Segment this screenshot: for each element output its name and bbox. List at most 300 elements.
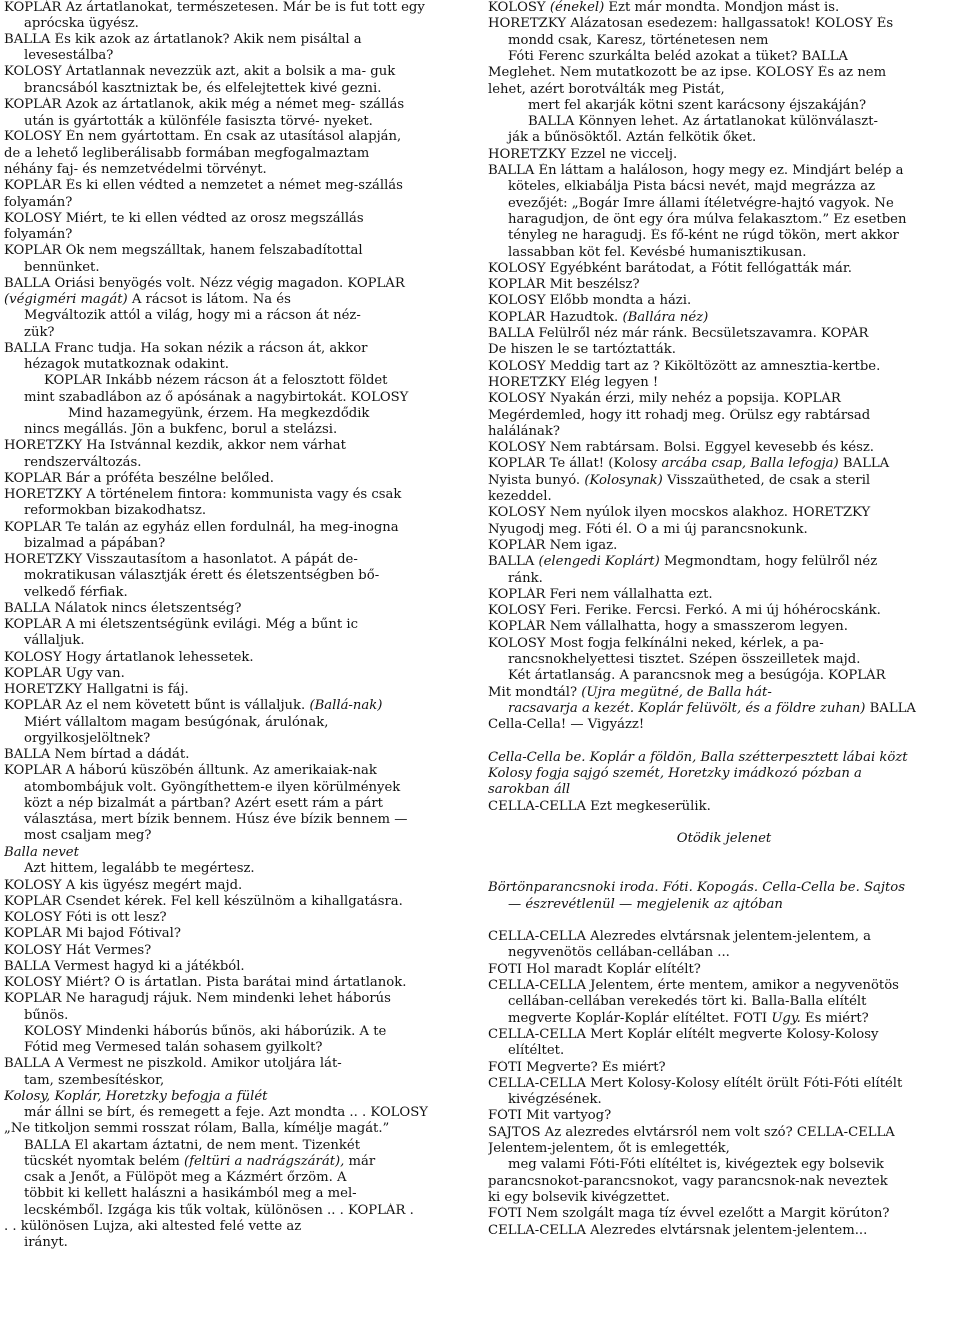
line-text: atombombájuk volt. Gyöngíthettem-e ilyen körülmények: [24, 780, 401, 795]
line-text: mokratikusan választják érett és életszentségben bő-: [24, 568, 380, 583]
text-line: [4, 585, 474, 601]
line-text: köteles, elkiabálja Pista bácsi nevét, majd megrázza az: [508, 179, 876, 195]
line-text: KOLOSY Egyébként barátodat, a Fótit fellógatták már.: [488, 260, 852, 276]
line-text: KOLOSY Én nem gyártottam. Én csak az utasításol alapján,: [4, 129, 402, 144]
text-line: [4, 114, 474, 130]
text-line: [488, 196, 958, 212]
line-text: KOLOSY Miért, te ki ellen védted az orosz megszállás: [4, 211, 364, 226]
text-line: [4, 390, 474, 406]
line-text: mint szabadlábon az ő apósának a nagybirtokát. KOLOSY: [24, 390, 409, 405]
text-line: [488, 49, 958, 65]
text-line: [4, 910, 474, 926]
line-text: KOLOSY Nem nyúlok ilyen mocskos alakhoz. HORETZKY: [488, 505, 871, 521]
line-text: Cella-Cella! — Vigyázz!: [488, 717, 645, 733]
line-text: KOPLÁR Ők nem megszálltak, hanem felszabadítottal: [4, 243, 363, 258]
text-line: [4, 747, 474, 763]
text-line: [4, 812, 474, 828]
text-line: [4, 0, 474, 16]
line-text: Miért vállaltom magam besúgónak, árulónak,: [24, 715, 329, 730]
text-line: [488, 1011, 958, 1027]
text-line: [488, 897, 958, 913]
line-text: Börtönparancsnoki iroda. Fóti. Kopogás. Cella-Cella be. Sajtos: [488, 880, 905, 896]
line-text: KOPLÁR A mi életszentségünk evilági. Még a bűnt ic: [4, 617, 358, 632]
line-text: KOPLÁR És ki ellen védted a nemzetet a német meg-szállás: [4, 178, 403, 193]
text-line: [4, 1154, 474, 1170]
line-text: HORETZKY Ezzel ne viccelj.: [488, 146, 678, 162]
line-text: BALLA El akartam áztatni, de nem ment. Tizenkét: [24, 1138, 360, 1153]
line-text: KOPLÁR Bár a próféta beszélne belőled.: [4, 471, 274, 486]
line-text: Fótid meg Vermesed talán sohasem gyilkolt?: [24, 1040, 323, 1055]
text-line: [4, 943, 474, 959]
text-line: [4, 975, 474, 991]
text-line: [4, 828, 474, 844]
line-text: tényleg ne haragudj. És fő-ként ne rúgd tökön, mert akkor: [508, 228, 899, 244]
text-line: [4, 243, 474, 259]
text-line: [4, 162, 474, 178]
text-line: [488, 782, 958, 798]
text-line: [4, 341, 474, 357]
text-line: [488, 603, 958, 619]
text-line: [488, 114, 958, 130]
text-line: [4, 1170, 474, 1186]
text-line: [488, 0, 958, 16]
line-text: után is gyártották a különféle fasiszta törvé- nyeket.: [24, 114, 373, 129]
line-text: FÓTI Nem szolgált maga tíz évvel ezelőtt a Margit körúton?: [488, 1206, 890, 1222]
line-text: Azt hittem, legalább te megértesz.: [24, 861, 255, 876]
line-text: orgyilkosjelöltnek?: [24, 731, 151, 746]
text-line: [488, 440, 958, 456]
text-line: [488, 636, 958, 652]
line-text: BALLA Nem bírtad a dádát.: [4, 747, 190, 762]
line-text: folyamán?: [4, 227, 73, 242]
text-line: [488, 619, 958, 635]
stage-direction: (énekel): [549, 0, 605, 15]
line-text: De hiszen le se tartóztatták.: [488, 342, 676, 358]
text-line: [488, 359, 958, 375]
text-line: [488, 82, 958, 98]
line-text: Két ártatlanság. A parancsnok meg a besúgója. KOPLÁR: [508, 668, 886, 684]
line-text: KOPLÁR Azok az ártatlanok, akik még a német meg- szállás: [4, 97, 405, 112]
line-text: lassabban köt fel. Kevésbé humanisztikusan.: [508, 244, 807, 260]
line-text: KOPLÁR Nem vállalhatta, hogy a smasszerom legyen.: [488, 619, 848, 635]
text-line: [4, 763, 474, 779]
text-line: [4, 503, 474, 519]
line-text: BALLA Franc tudja. Ha sokan nézik a rácson át, akkor: [4, 341, 368, 356]
line-text: — észrevétlenül — megjelenik az ajtóban: [508, 896, 783, 912]
text-line: [488, 98, 958, 114]
line-text: Balla nevet: [4, 845, 79, 860]
line-text: Kolosy, Koplár, Horetzky befogja a fülét: [4, 1089, 268, 1104]
line-text: KOPLÁR Ne haragudj rájuk. Nem mindenki lehet háborús: [4, 991, 391, 1006]
line-text: KOLOSY Fóti is ott lesz?: [4, 910, 167, 925]
line-text: KOLOSY Mindenki háborús bűnös, aki háborúzik. A te: [24, 1024, 387, 1039]
text-line: [488, 750, 958, 766]
text-line: [488, 1157, 958, 1173]
text-line: [488, 408, 958, 424]
text-line: [488, 994, 958, 1010]
line-text: parancsnokot-parancsnokot, vagy parancsnok-nak neveztek: [488, 1173, 888, 1189]
line-text: racsavarja a kezét. Koplár felüvölt, és a földre zuhan): [508, 700, 866, 716]
text-line: [4, 146, 474, 162]
text-line: [488, 1174, 958, 1190]
line-text: cellában-cellában verekedés tört ki. Balla-Balla elítélt: [508, 994, 867, 1010]
text-line: [488, 1060, 958, 1076]
line-text: KOPLÁR Te állat! (Kolosy: [488, 456, 658, 472]
text-line: [4, 129, 474, 145]
line-text: BALLA: [488, 554, 535, 570]
text-line: [4, 422, 474, 438]
text-line: [4, 698, 474, 714]
line-tail: És miért?: [800, 1010, 869, 1026]
text-line: [488, 375, 958, 391]
line-text: brancsából kasztniztak be, és elfelejtettek kivé gezni.: [24, 81, 382, 96]
text-line: [488, 1027, 958, 1043]
text-line: [4, 308, 474, 324]
line-text: vállaljuk.: [24, 633, 85, 648]
line-text: KOLOSY Most fogja felkínálni neked, kérlek, a pa-: [488, 635, 824, 651]
text-line: [4, 666, 474, 682]
line-text: haragudjon, de önt egy óra múlva felakasztom.” Ez esetben: [508, 211, 907, 227]
text-line: [488, 456, 958, 472]
text-line: [4, 1235, 474, 1251]
text-line: [4, 1138, 474, 1154]
line-text: HORETZKY Alázatosan esedezem: hallgassatok! KOLOSY És: [488, 16, 894, 32]
stage-direction: A rácsot is látom. Na és: [131, 292, 291, 307]
line-text: BALLA Vermest hagyd ki a játékból.: [4, 959, 245, 974]
line-text: KOLOSY Hogy ártatlanok lehessetek.: [4, 650, 254, 665]
text-line: [4, 292, 474, 308]
line-text: rancsnokhelyettesi tisztet. Szépen összeilletek majd.: [508, 652, 861, 667]
text-line: [4, 861, 474, 877]
line-text: Meglehet. Nem mutatkozott be az ipse. KOLOSY És az nem: [488, 65, 887, 81]
line-text: zük?: [24, 325, 55, 340]
text-line: [4, 373, 474, 389]
text-line: [4, 1073, 474, 1089]
line-text: kezeddel.: [488, 489, 552, 504]
line-text: KOLOSY Előbb mondta a házi.: [488, 293, 692, 309]
text-line: [488, 391, 958, 407]
text-line: [4, 796, 474, 812]
text-line: [4, 455, 474, 471]
line-text: BALLA És kik azok az ártatlanok? Akik nem pisáltal a: [4, 32, 362, 47]
line-text: . . különösen Lujza, aki altested felé vette az: [4, 1219, 302, 1234]
text-line: [4, 1219, 474, 1235]
text-line: [488, 799, 958, 815]
line-text: SAJTOS Az alezredes elvtársról nem volt szó? CELLA-CELLA: [488, 1124, 895, 1140]
text-line: [4, 682, 474, 698]
text-line: [488, 342, 958, 358]
line-text: „Ne titkoljon semmi rosszat rólam, Balla, kímélje magát.”: [4, 1121, 390, 1136]
line-text: KOLOSY A kis ügyész megért majd.: [4, 878, 243, 893]
text-line: [488, 1076, 958, 1092]
stage-direction: (feltüri a nadrágszárát),: [183, 1154, 345, 1169]
line-text: HORETZKY Visszautasítom a hasonlatot. A pápát de-: [4, 552, 358, 567]
line-text: KOPLÁR Mit beszélsz?: [488, 277, 640, 293]
line-text: már állni se bírt, és remegett a feje. Azt mondta .. . KOLOSY: [24, 1105, 428, 1120]
text-line: [488, 668, 958, 684]
text-line: [488, 880, 958, 896]
text-line: [4, 617, 474, 633]
line-text: KOPLÁR Te talán az egyház ellen fordulnál, ha meg-inogna: [4, 520, 399, 535]
text-line: [4, 536, 474, 552]
line-text: csak a Jenőt, a Fülöpöt meg a Kázmért őrzöm. A: [24, 1170, 347, 1185]
line-text: ránk.: [508, 570, 543, 586]
line-text: választása, mert bízik bennem. Húsz éve bízik bennem —: [24, 812, 408, 827]
text-line: [4, 178, 474, 194]
line-text: aprócska ügyész.: [24, 16, 139, 31]
line-text: CELLA-CELLA Ezt megkeserülik.: [488, 798, 711, 814]
text-line: [4, 97, 474, 113]
line-text: bűnös.: [24, 1008, 69, 1023]
text-line: [488, 473, 958, 489]
text-line: [488, 831, 960, 847]
line-text: sarokban áll: [488, 782, 571, 798]
text-line: [4, 276, 474, 292]
line-text: Mind hazamegyünk, érzem. Ha megkezdődik: [68, 406, 370, 421]
line-text: negyvenötös cellában-cellában ...: [508, 945, 730, 961]
text-line: [488, 929, 958, 945]
line-text: bizalmad a pápában?: [24, 536, 166, 551]
text-line: [4, 357, 474, 373]
line-text: evezőjét: „Bogár Imre állami ítéletvégre-hajtó vagyok. Ne: [508, 195, 894, 211]
text-line: [488, 228, 958, 244]
text-line: [4, 991, 474, 1007]
text-line: [4, 568, 474, 584]
line-text: nincs megállás. Jön a bukfenc, borul a stelázsi.: [24, 422, 338, 437]
text-line: [488, 685, 958, 701]
line-tail: Ezt már mondta. Mondjon mást is.: [604, 0, 840, 15]
text-line: [4, 633, 474, 649]
line-text: BALLA Könnyen lehet. Az ártatlanokat különválaszt-: [528, 114, 878, 130]
line-text: HORETZKY A történelem fintora: kommunista vagy és csak: [4, 487, 402, 502]
line-text: ják a bűnösöktől. Aztán felkötik őket.: [508, 130, 757, 146]
text-line: [4, 520, 474, 536]
line-text: kivégzésének.: [508, 1092, 602, 1108]
stage-direction: arcába csap, Balla lefogja): [661, 456, 839, 472]
line-text: KOLOSY Hát Vermes?: [4, 943, 152, 958]
line-text: BALLA Nálatok nincs életszentség?: [4, 601, 242, 616]
line-tail: Visszaütheted, de csak a steril: [662, 472, 871, 488]
line-text: hézagok mutatkoznak odakint.: [24, 357, 229, 372]
line-text: CELLA-CELLA Alezredes elvtársnak jelentem-jelentem, a: [488, 929, 871, 945]
line-text: Nyista bunyó.: [488, 472, 581, 488]
line-text: KOLOSY Ártatlannak nevezzük azt, akit a bolsik a ma- guk: [4, 64, 396, 79]
line-text: rendszerváltozás.: [24, 455, 142, 470]
text-line: [488, 652, 958, 668]
line-text: HORETZKY Hallgatni is fáj.: [4, 682, 189, 697]
line-text: KOPLÁR Mi bajod Fótival?: [4, 926, 181, 941]
line-text: irányt.: [24, 1235, 68, 1250]
stage-direction: (Ballá-nak): [309, 698, 383, 713]
stage-direction: (elengedi Koplárt): [538, 554, 660, 570]
text-line: [488, 766, 958, 782]
line-text: Jelentem-jelentem, őt is emlegették,: [488, 1141, 730, 1156]
stage-direction: (Kolosynak): [584, 472, 663, 488]
text-line: [4, 731, 474, 747]
text-line: [4, 1089, 474, 1105]
text-line: [488, 1092, 958, 1108]
text-line: [4, 552, 474, 568]
line-text: Nyugodj meg. Fóti él. Ő a mi új parancsnokunk.: [488, 521, 808, 537]
line-text: ki egy bolsevik kivégzettet.: [488, 1189, 670, 1205]
text-line: [488, 163, 958, 179]
text-line: [4, 1008, 474, 1024]
text-line: [4, 227, 474, 243]
line-text: BALLA Én láttam a haláloson, hogy megy ez. Mindjárt belép a: [488, 163, 904, 178]
line-text: többit ki kellett halászni a hasikámból meg a mel-: [24, 1186, 357, 1201]
text-line: [4, 780, 474, 796]
line-text: HORETZKY Ha Istvánnal kezdik, akkor nem várhat: [4, 438, 346, 453]
text-line: [4, 1121, 474, 1137]
text-line: [488, 147, 958, 163]
text-line: [488, 310, 958, 326]
text-line: [488, 1043, 958, 1059]
line-text: Ötödik jelenet: [676, 831, 772, 847]
line-text: Megérdemled, hogy itt rohadj meg. Őrülsz egy rabtársad: [488, 407, 871, 423]
text-line: [4, 211, 474, 227]
line-text: lehet, azért borotválták meg Pistát,: [488, 81, 725, 97]
line-text: bennünket.: [24, 260, 100, 275]
line-text: halálának?: [488, 423, 560, 439]
line-text: KOPLÁR Az el nem követett bűnt is vállaljuk.: [4, 698, 306, 713]
line-text: néhány faj- és nemzetvédelmi törvényt.: [4, 162, 267, 177]
line-text: most csaljam meg?: [24, 828, 152, 843]
text-line: [488, 33, 958, 49]
text-line: [4, 1024, 474, 1040]
text-line: [4, 325, 474, 341]
line-text: KOPLÁR Az ártatlanokat, természetesen. Már be is fut tott egy: [4, 0, 425, 15]
line-text: megverte Koplár-Koplár elítéltet. FÓTI: [508, 1010, 768, 1026]
line-text: KOLOSY Meddig tart az ? Kiköltözött az amnesztia-kertbe.: [488, 358, 881, 374]
text-line: [4, 894, 474, 910]
line-text: meg valami Fóti-Fóti elítéltet is, kivégeztek egy bolsevik: [508, 1157, 884, 1173]
line-tail: Megmondtam, hogy felülről néz: [659, 554, 878, 570]
line-text: lecskémből. Izgága kis tűk voltak, különösen .. . KOPLÁR .: [24, 1203, 414, 1218]
line-text: KOLOSY: [488, 0, 546, 15]
text-line: [488, 587, 958, 603]
line-text: KOPLÁR Csendet kérek. Fel kell készülnöm a kihallgatásra.: [4, 894, 403, 909]
text-line: [488, 538, 958, 554]
text-line: [488, 554, 958, 570]
line-text: KOLOSY Nyakán érzi, mily nehéz a popsija. KOPLÁR: [488, 391, 841, 407]
line-text: FÓTI Hol maradt Koplár elítélt?: [488, 961, 701, 977]
line-text: FÓTI Mit vartyog?: [488, 1108, 612, 1124]
text-line: [4, 406, 538, 422]
text-line: [4, 1203, 474, 1219]
line-text: Mit mondtál?: [488, 684, 578, 700]
text-line: [4, 715, 474, 731]
line-text: KOPLÁR Hazudtok.: [488, 309, 619, 325]
text-line: [488, 261, 958, 277]
text-line: [4, 471, 474, 487]
line-text: FÓTI Megverte? És miért?: [488, 1059, 666, 1075]
line-text: (végigméri magát): [4, 292, 128, 307]
text-line: [4, 845, 474, 861]
line-text: CELLA-CELLA Alezredes elvtársnak jelentem-jelentem...: [488, 1222, 868, 1238]
text-line: [4, 16, 474, 32]
line-text: KOLOSY Miért? Ő is ártatlan. Pista barátai mind ártatlanok.: [4, 975, 407, 990]
text-line: [4, 878, 474, 894]
text-line: [488, 424, 958, 440]
text-line: [488, 978, 958, 994]
text-line: [4, 601, 474, 617]
text-line: [488, 1108, 958, 1124]
text-line: [488, 16, 958, 32]
text-line: [488, 1206, 958, 1222]
text-line: [4, 48, 474, 64]
line-text: KOLOSY Nem rabtársam. Bolsi. Eggyel kevesebb és kész.: [488, 440, 874, 456]
text-line: [488, 130, 958, 146]
text-line: [4, 32, 474, 48]
line-text: BALLA A Vermest ne piszkold. Amikor utoljára lát-: [4, 1056, 342, 1071]
text-line: [4, 959, 474, 975]
text-line: [488, 571, 958, 587]
line-text: CELLA-CELLA Mert Kolosy-Kolosy elítélt örült Fóti-Fóti elítélt: [488, 1075, 903, 1091]
line-text: tam, szembesítéskor,: [24, 1073, 165, 1088]
text-line: [488, 245, 958, 261]
line-text: KOPLÁR Nem igaz.: [488, 537, 618, 553]
text-line: [4, 64, 474, 80]
line-tail: BALLA: [838, 456, 890, 472]
text-line: [4, 1186, 474, 1202]
text-line: [4, 926, 474, 942]
text-line: [488, 179, 958, 195]
line-text: BALLA Felülről néz már ránk. Becsületszavamra. KOPÁR: [488, 326, 869, 341]
text-line: [488, 65, 958, 81]
line-text: velkedő férfiak.: [24, 585, 128, 600]
line-text: mert fel akarják kötni szent karácsony éjszakáján?: [528, 97, 867, 113]
line-text: tücskét nyomtak belém: [24, 1154, 180, 1169]
line-text: KOPLÁR Úgy van.: [4, 666, 125, 681]
stage-direction: (Újra megütné, de Balla hát-: [581, 684, 772, 700]
line-text: Cella-Cella be. Koplár a földön, Balla szétterpesztett lábai közt: [488, 749, 908, 765]
line-text: Megváltozik attól a világ, hogy mi a rácson át néz-: [24, 308, 361, 323]
text-line: [488, 522, 958, 538]
line-text: mondd csak, Karesz, történetesen nem: [508, 32, 769, 48]
line-text: KOLOSY Feri. Ferike. Fercsi. Ferkó. A mi új hóhérocskánk.: [488, 603, 881, 619]
text-line: [488, 293, 958, 309]
text-line: [4, 1105, 474, 1121]
stage-direction: (Ballára néz): [622, 309, 709, 325]
text-line: [488, 945, 958, 961]
line-tail: már: [344, 1154, 376, 1169]
text-line: [4, 195, 474, 211]
line-text: Kolosy fogja sajgó szemét, Horetzky imádkozó pózban a: [488, 766, 862, 782]
text-line: [488, 326, 958, 342]
line-text: CELLA-CELLA Mert Koplár elítélt megverte Kolosy-Kolosy: [488, 1026, 879, 1042]
line-text: HORETZKY Elég legyen !: [488, 374, 659, 390]
line-text: KOPLÁR Feri nem vállalhatta ezt.: [488, 586, 713, 602]
line-tail: BALLA: [865, 700, 916, 716]
line-text: folyamán?: [4, 195, 73, 210]
line-text: Fóti Ferenc szurkálta beléd azokat a tüket? BALLA: [508, 48, 848, 64]
line-text: KOPLÁR Inkább nézem rácson át a felosztott földet: [44, 373, 388, 388]
line-text: de a lehető legliberálisabb formában megfogalmaztam: [4, 146, 370, 161]
line-text: közt a nép bizalmát a pártban? Azért esett rám a párt: [24, 796, 383, 811]
line-text: reformokban bizakodhatsz.: [24, 503, 207, 518]
text-line: [4, 260, 474, 276]
text-line: [4, 650, 474, 666]
text-line: [488, 1141, 958, 1157]
line-text: levesestálba?: [24, 48, 114, 63]
text-line: [488, 1125, 958, 1141]
text-line: [488, 212, 958, 228]
text-line: [4, 438, 474, 454]
text-line: [4, 487, 474, 503]
line-text: BALLA Óriási benyögés volt. Nézz végig magadon. KOPLÁR: [4, 276, 405, 291]
text-line: [488, 505, 958, 521]
text-line: [488, 277, 958, 293]
